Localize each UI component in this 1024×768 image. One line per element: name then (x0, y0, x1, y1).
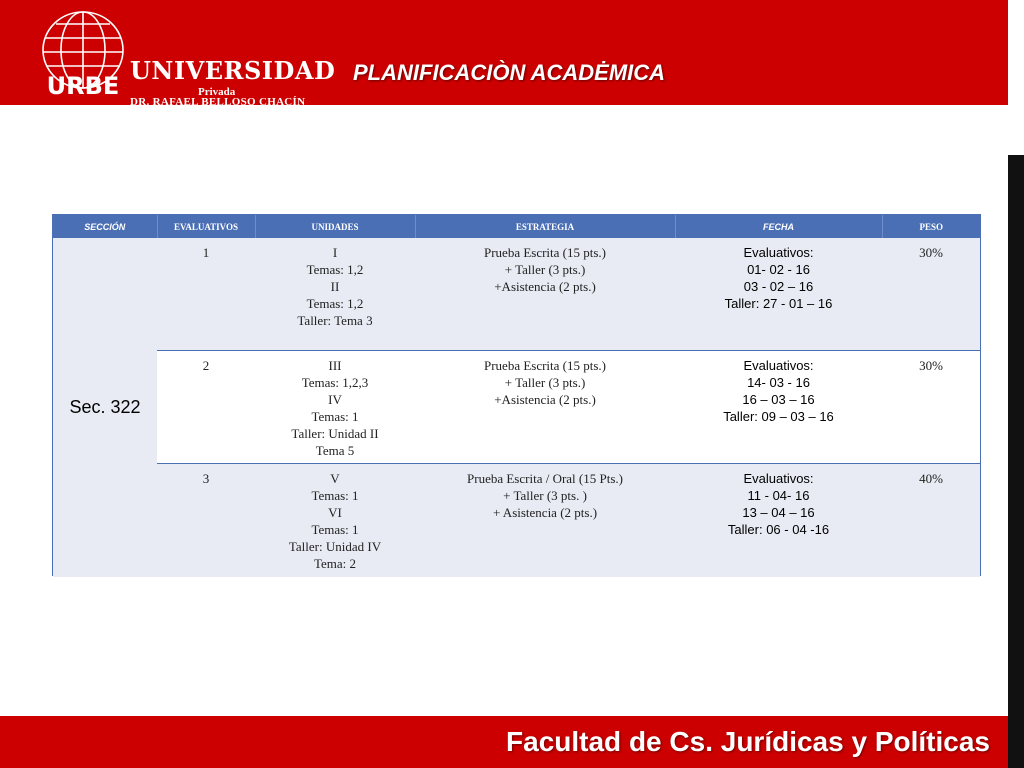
table-row (53, 463, 980, 577)
estrategia-line: +Asistencia (2 pts.) (494, 391, 596, 407)
estrategia-line: Prueba Escrita / Oral (15 Pts.) (467, 470, 623, 486)
header-evaluativos: EVALUATIVOS (157, 215, 255, 238)
unidades-line: Tema: 2 (313, 555, 357, 571)
unidades-line: Temas: 1,2,3 (301, 374, 369, 390)
unidades-line: I (332, 245, 338, 260)
fecha-line: Taller: 09 – 03 – 16 (723, 408, 834, 424)
planning-table (52, 214, 981, 576)
right-edge-strip (1008, 0, 1024, 155)
fecha-line: Evaluativos: (743, 470, 814, 486)
peso-cell: 30% (919, 245, 943, 260)
estrategia-cell (415, 350, 675, 463)
logo-mark-text: URBE (46, 72, 120, 100)
unidades-line: Temas: 1,2 (306, 296, 364, 311)
unidades-line: Temas: 1 (311, 487, 359, 503)
footer-faculty-text: Facultad de Cs. Jurídicas y Políticas (506, 726, 990, 757)
fecha-cell (675, 463, 882, 577)
table-row (53, 350, 980, 463)
fecha-line: Evaluativos: (743, 357, 814, 373)
unidades-line: Temas: 1 (311, 408, 359, 424)
peso-cell: 30% (882, 350, 980, 463)
fecha-line: 11 - 04- 16 (747, 487, 810, 503)
fecha-line: 14- 03 - 16 (747, 374, 810, 390)
unidades-line: Temas: 1 (311, 521, 359, 537)
estrategia-line: + Taller (3 pts. ) (503, 487, 587, 503)
fecha-line: 01- 02 - 16 (747, 262, 810, 277)
fecha-cell (675, 350, 882, 463)
footer-bar (0, 716, 1008, 768)
fecha-cell (675, 238, 882, 350)
table-header-row (53, 215, 980, 238)
estrategia-cell (415, 463, 675, 577)
unidades-line: Taller: Unidad II (291, 425, 379, 441)
logo-subtitle-privada: Privada (198, 86, 236, 98)
table-row (53, 238, 980, 350)
unidades-cell (255, 350, 415, 463)
header-unidades: UNIDADES (255, 215, 415, 238)
header-peso: PESO (919, 221, 943, 232)
fecha-line: 13 – 04 – 16 (742, 504, 815, 520)
globe-logo-icon (38, 8, 128, 100)
fecha-line: Taller: 27 - 01 – 16 (724, 296, 833, 311)
fecha-line: 16 – 03 – 16 (742, 391, 815, 407)
unidades-line: III (328, 357, 342, 373)
university-logo (38, 8, 336, 108)
unidades-line: Taller: Unidad IV (288, 538, 382, 554)
unidades-line: Taller: Tema 3 (297, 313, 373, 328)
unidades-line: Tema 5 (315, 442, 355, 458)
estrategia-line: Prueba Escrita (15 pts.) (483, 245, 607, 260)
peso-cell: 40% (882, 463, 980, 577)
fecha-line: Evaluativos: (743, 245, 814, 260)
fecha-line: 03 - 02 – 16 (743, 279, 814, 294)
unidades-line: IV (328, 391, 342, 407)
fecha-line: Taller: 06 - 04 -16 (727, 521, 830, 537)
logo-university-name: UNIVERSIDAD (130, 56, 336, 85)
estrategia-line: + Taller (3 pts.) (504, 262, 586, 277)
header-seccion: SECCIÓN (53, 215, 157, 238)
evaluativo-cell: 2 (157, 350, 255, 463)
estrategia-line: +Asistencia (2 pts.) (494, 279, 596, 294)
unidades-cell (255, 238, 415, 350)
evaluativo-cell: 1 (202, 245, 210, 260)
page-title: PLANIFICACIÒN ACADĖMICA (353, 60, 666, 85)
estrategia-line: Prueba Escrita (15 pts.) (483, 357, 607, 373)
section-cell: Sec. 322 (53, 238, 157, 577)
unidades-line: VI (328, 504, 342, 520)
header-estrategia: ESTRATEGIA (415, 215, 675, 238)
estrategia-line: + Taller (3 pts.) (504, 374, 586, 390)
logo-subtitle-name: DR. RAFAEL BELLOSO CHACÍN (130, 96, 306, 108)
unidades-cell (255, 463, 415, 577)
evaluativo-cell: 3 (157, 463, 255, 577)
unidades-line: II (330, 279, 340, 294)
estrategia-cell (415, 238, 675, 350)
estrategia-line: + Asistencia (2 pts.) (492, 504, 598, 520)
right-edge-bar (1008, 155, 1024, 768)
unidades-line: V (330, 470, 340, 486)
header-fecha: FECHA (675, 215, 882, 238)
unidades-line: Temas: 1,2 (306, 262, 364, 277)
